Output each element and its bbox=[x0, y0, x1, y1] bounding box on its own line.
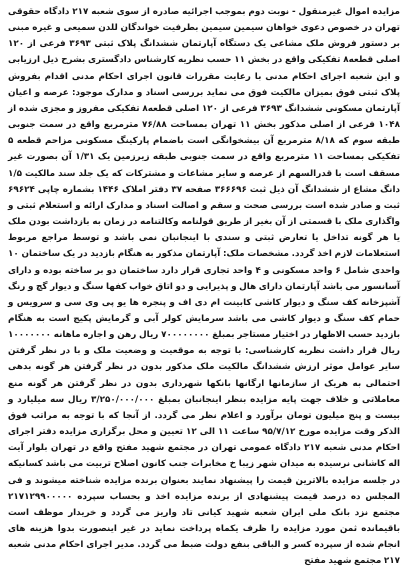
notice-body-text: مزایده اموال غیرمنقول - نوبت دوم بموجب اجرائیه صادره از سوی شعبه ۲۱۷ دادگاه حقوقی تهران در خصوص دعوی خواهان سیمین سیمین بطرفیت خواندگان للدن سمیعی و غیره مبنی بر دستور فروش ملک مشاعی یک دستگاه آپارتمان ششدانگ پلاک ثبتی ۳۶۹۳ فرعی از ۱۲۰ اصلی قطعه۸ تفکیکی واقع در بخش ۱۱ حسب نظریه کارشناس دادگستری بشرح ذیل ارزیابی و این شعبه اجرای احکام مدنی با رعایت مقررات قانون اجرای احکام مدنی اقدام بفروش پلاک ثبتی فوق بمیزان مالکیت فوق می نماید بررسی اسناد و مدارک موجود: عرصه و اعیان آپارتمان مسکونی ششدانگ ۳۶۹۳ فرعی از ۱۲۰ اصلی قطعه۸ تفکیکی مفروز و مجزی شده از ۱۰۴۸ فرعی از اصلی مذکور بخش ۱۱ تهران بمساحت ۷۶/۸۸ مترمربع واقع در سمت جنوبی طبقه سوم که ۸/۱۸ مترمربع آن بیشخوانگی است باضمام پارکینگ مسکونی مزاحم قطعه ۵ تفکیکی بمساحت ۱۱ مترمربع واقع در سمت جنوبی طبقه زیرزمین یک ۱/۳۱ آن بصورت غیر مسقف است با قدرالسهم از عرصه و سایر مشاعات و مشترکات که یک جلد سند مالکیت ۱/۵ دانگ مشاع از ششدانگ آن ذیل ثبت ۳۶۶۶۹۶ صفحه ۳۷ دفتر املاک ۱۴۴۶ بشماره چاپی ۶۹۶۲۴ ثبت و صادر شده است بررسی صحت و سقم و اصالت اسناد و مدارک ارائه و استعلام ثبتی و واگذاری ملک با قسمتی از آن بغیر از طریق قولنامه وکالتنامه در زمان به بازداشت بودن ملک یا هر گونه تداخل یا تعارض ثبتی و سندی با اینجانبان نمی باشد و توسط مراجع مربوط استعلامات لازم اخذ گردد. مشخصات ملک: آپارتمان مذکور به هنگام بازدید در یک ساختمان ۱۰ واحدی شامل ۶ واحد مسکونی و ۴ واحد تجاری قرار دارد ساختمان دو بر ساخته بوده و دارای آسانسور می باشد آپارتمان دارای هال و پذیرایی و دو اتاق خواب کفها سنگ و دیوار گچ و رنگ آشپزخانه کف سنگ و دیوار کاشی کابینت ام دی اف و پنجره ها یو پی وی سی و سرویس و حمام کف سنگ و دیوار کاشی می باشد سرمایش کولر آبی و گرمایش پکیج است به هنگام بازدید حسب الاظهار در اختیار مستاجر بمبلغ ۷۰۰۰۰۰۰۰۰ ریال رهن و اجاره ماهانه ۱۰۰۰۰۰۰۰ ریال قرار داشت نظریه کارشناسی: با توجه به موقعیت و وضعیت ملک و با در نظر گرفتن سایر عوامل موثر ارزش ششدانگ مالکیت ملک مذکور بدون در نظر گرفتن هر گونه بدهی احتمالی به هریک از سازمانها ارگانها بانکها شهرداری بدون در نظر گرفتن هر گونه منع معاملاتی و خلاف جهت پایه مزایده بنظر اینجانبان بمبلغ ۳/۲۵۰/۰۰۰/۰۰۰ ریال سه میلیارد و بیست و پنج میلیون تومان برآورد و اعلام نظر می گردد. از آنجا که با توجه به مراتب فوق الذکر وقت مزایده مورخ ۹۵/۷/۱۲ ساعت ۱۱ الی ۱۲ تعیین و محل برگزاری مزایده دفتر اجرای احکام مدنی شعبه ۲۱۷ دادگاه عمومی تهران در مجتمع شهید مفتح واقع در تهران بلوار آیت اله کاشانی نرسیده به میدان شهر زیبا خ مخابرات جنب کانون اصلاح تربیت می باشد کسانیکه در جلسه مزایده بالاترین قیمت را پیشنهاد نمایند بعنوان برنده مزایده شناخته میشوند و فی المجلس ده درصد قیمت پیشنهادی از برنده مزایده اخذ و بحساب سپرده ۲۱۷۱۲۹۹۰۰۰۰۰ مجتمع نزد بانک ملی ایران شعبه شهید کیانی تاد واریز می گردد و خریدار موظف است باقیمانده ثمن مورد مزایده را ظرف یکماه پرداخت نماید در غیر اینصورت بدوا هزینه های انجام شده از سپرده کسر و الباقی بنفع دولت ضبط می گردد. مدیر اجرای احکام مدنی شعبه ۲۱۷ مجتمع شهید مفتح bbox=[8, 7, 401, 567]
auction-notice bbox=[4, 2, 404, 572]
